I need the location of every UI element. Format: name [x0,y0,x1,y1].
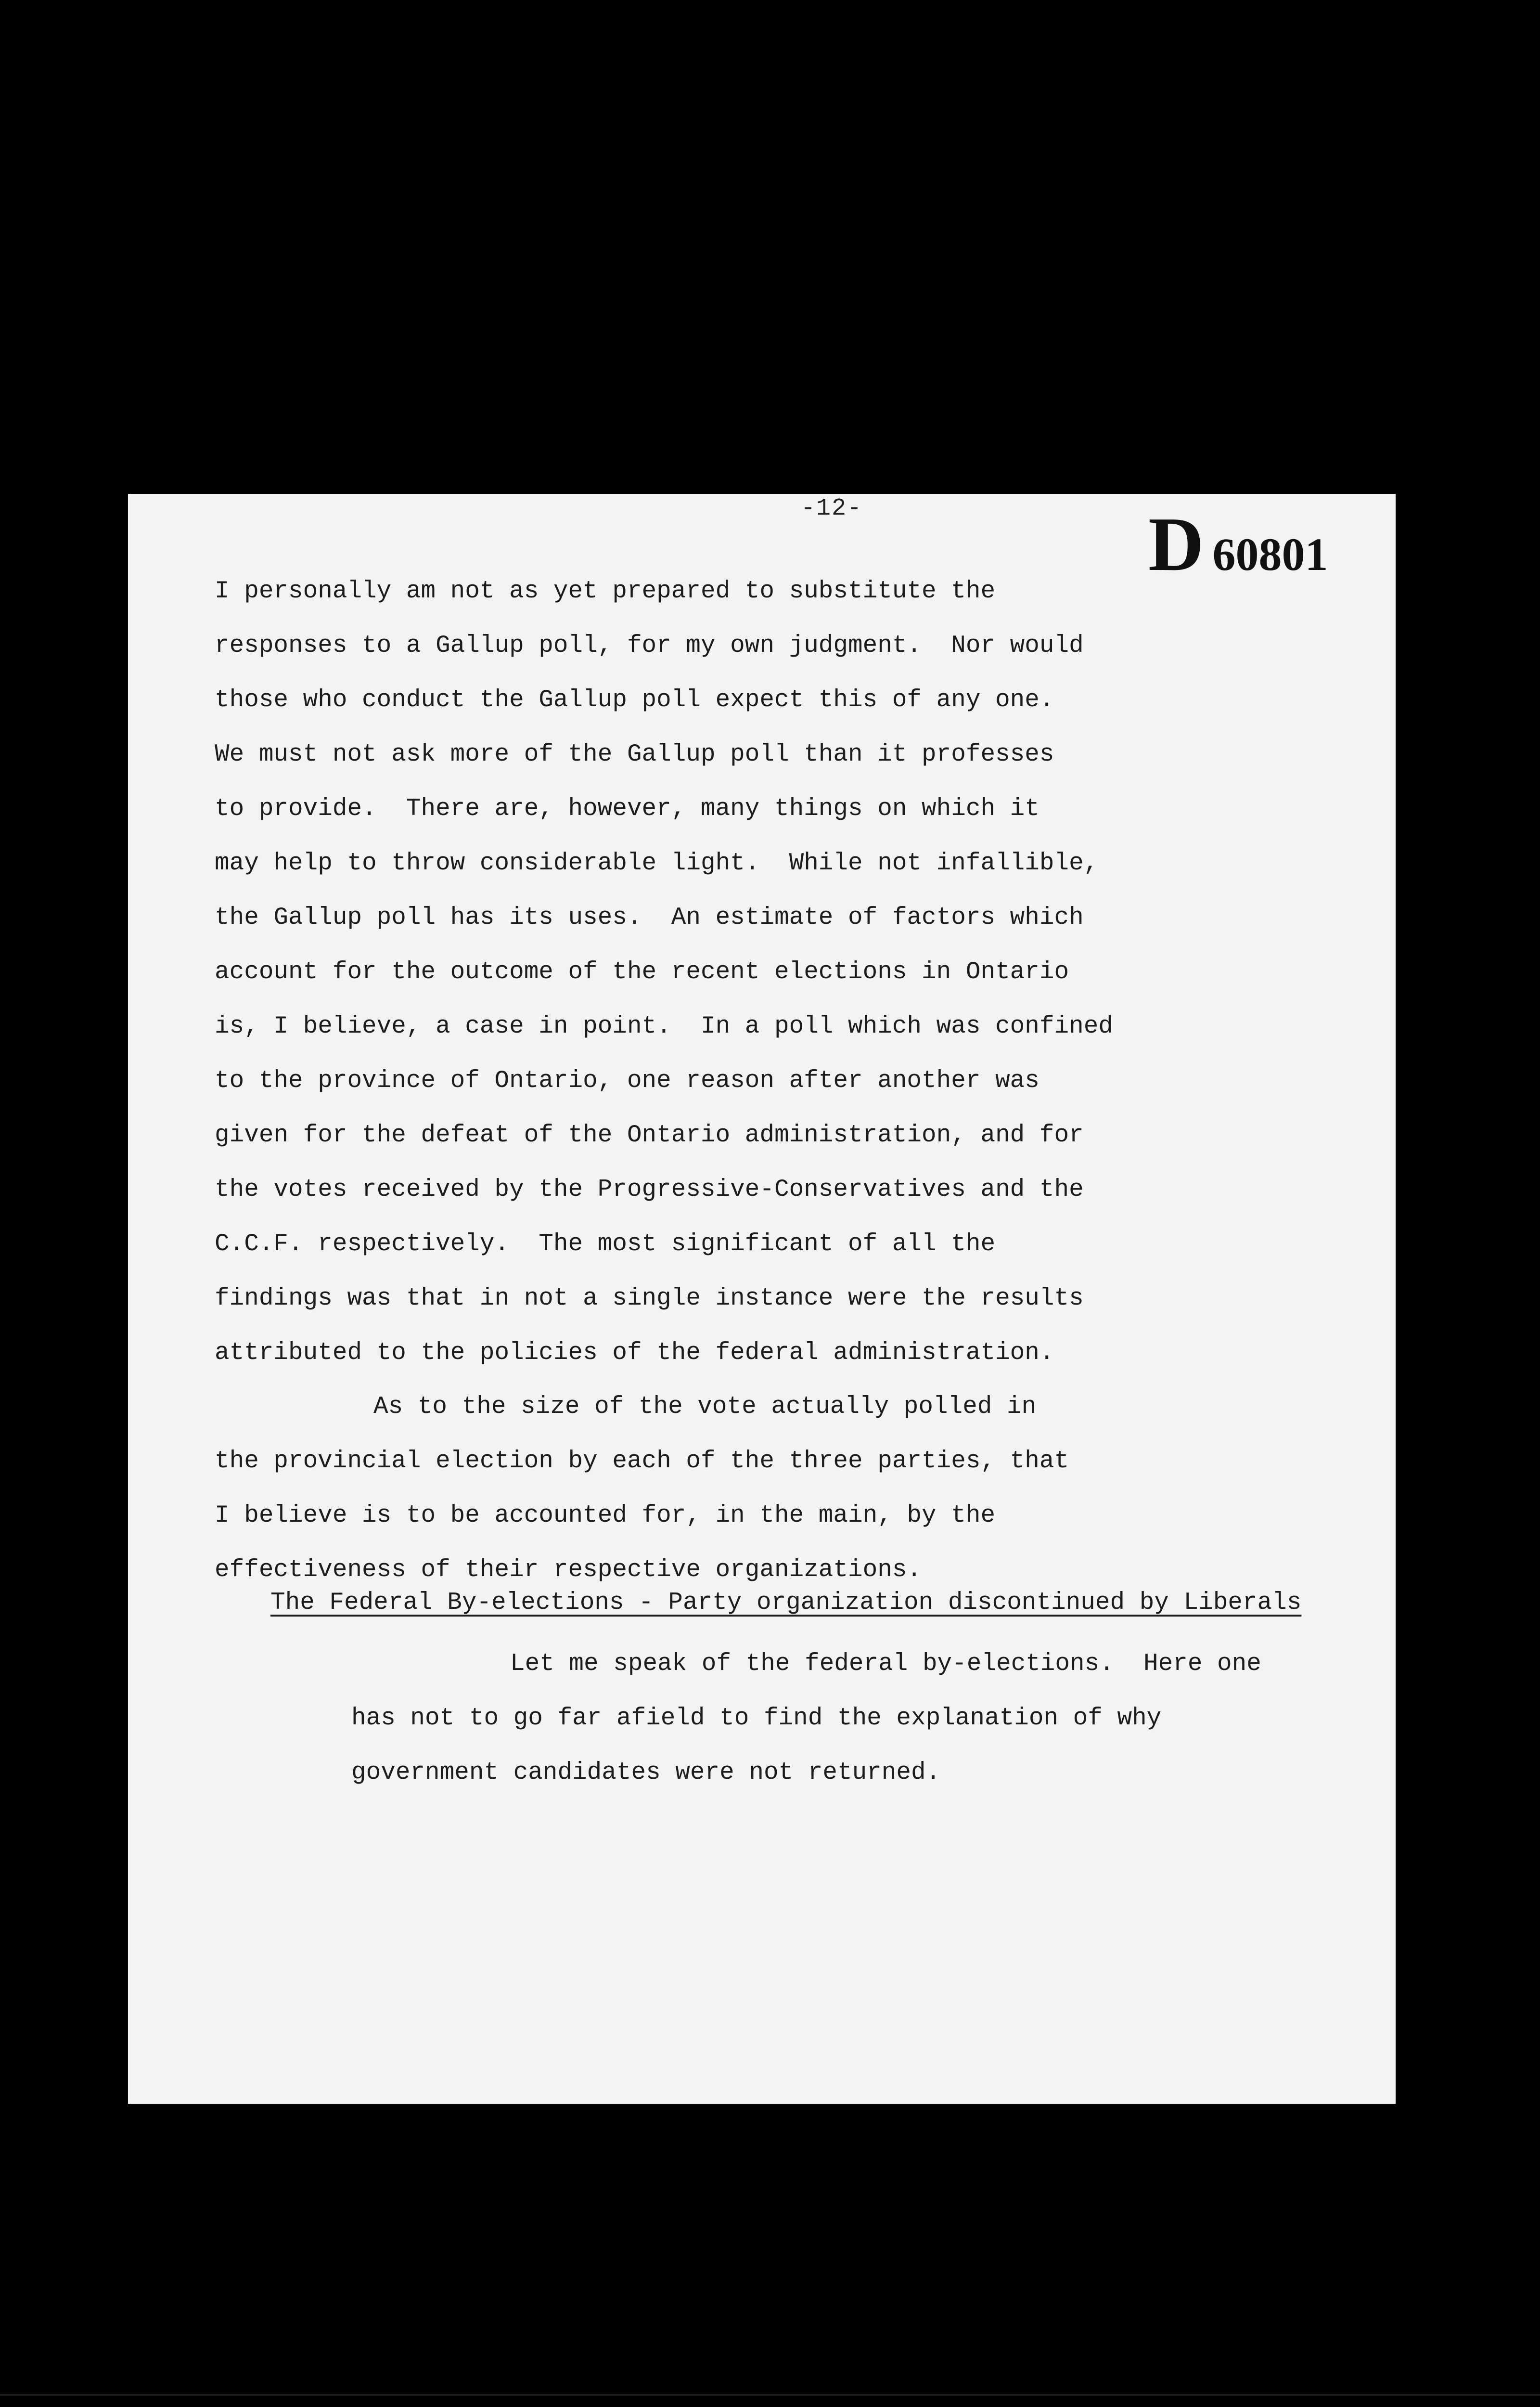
text-line: findings was that in not a single instance were the results [215,1285,1084,1312]
text-line: those who conduct the Gallup poll expect this of any one. [215,686,1054,714]
text-line: C.C.F. respectively. The most significant of all the [215,1230,996,1258]
page-number: -12- [801,495,863,522]
text-line: account for the outcome of the recent elections in Ontario [215,958,1069,986]
paragraph-by-elections [351,1637,1400,1800]
text-line: attributed to the policies of the federal administration. [215,1339,1054,1367]
paragraph-vote-size [215,1380,1264,1597]
text-line: I personally am not as yet prepared to substitute the [215,578,996,605]
text-line: effectiveness of their respective organizations. [215,1556,922,1584]
text-line: may help to throw considerable light. While not infallible, [215,850,1099,877]
text-line: I believe is to be accounted for, in the main, by the [215,1502,996,1529]
paragraph-gallup-poll [215,564,1264,1380]
text-line: the votes received by the Progressive-Conservatives and the [215,1176,1084,1204]
document-id-letter: D [1148,501,1204,587]
text-line: responses to a Gallup poll, for my own judgment. Nor would [215,632,1084,660]
text-line: government candidates were not returned. [351,1759,941,1786]
document-id-number: 60801 [1212,529,1328,580]
text-line: As to the size of the vote actually polled in [373,1393,1037,1421]
section-heading: The Federal By-elections - Party organization discontinued by Liberals [270,1589,1302,1617]
text-line: Let me speak of the federal by-elections. Here one [510,1650,1261,1678]
text-line: We must not ask more of the Gallup poll than it professes [215,741,1054,768]
text-line: the Gallup poll has its uses. An estimate of factors which [215,904,1084,932]
text-line: to provide. There are, however, many things on which it [215,795,1040,823]
text-line: to the province of Ontario, one reason after another was [215,1067,1040,1095]
text-line: given for the defeat of the Ontario administration, and for [215,1122,1084,1149]
text-line: is, I believe, a case in point. In a poll which was confined [215,1013,1113,1040]
scan-edge-line [0,2394,1540,2395]
text-line: has not to go far afield to find the explanation of why [351,1705,1162,1732]
text-line: the provincial election by each of the three parties, that [215,1448,1069,1475]
